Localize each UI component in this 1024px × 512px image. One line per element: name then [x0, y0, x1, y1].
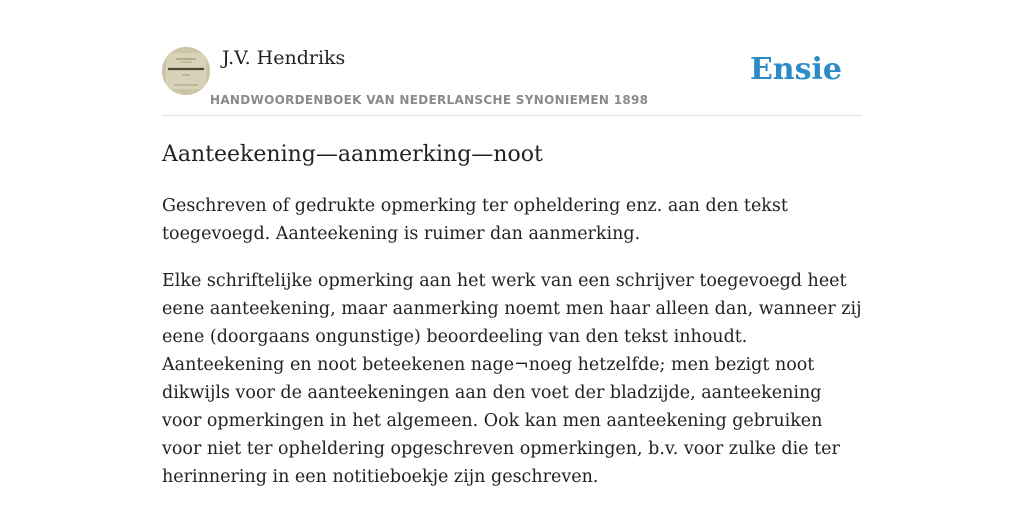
author-name[interactable]: J.V. Hendriks — [222, 47, 346, 69]
entry-title: Aanteekening—aanmerking—noot — [162, 142, 543, 167]
entry-header — [162, 46, 862, 116]
entry-paragraph: Elke schriftelijke opmerking aan het werk van een schrijver toegevoegd heet eene aanteekening, maar aanmerking noemt men haar alleen dan, wanneer zij eene (doorgaans ongunstige) beoordeeling van den tekst inhoudt. Aanteekening en noot beteekenen nage¬noeg hetzelfde; men bezigt noot dikwijls voor de aanteekeningen aan den voet der bladzijde, aanteekening voor opmerkingen in het algemeen. Ook kan men aanteekening gebruiken voor niet ter opheldering opgeschreven opmerkingen, b.v. voor zulke die ter herinnering in een notitieboekje zijn geschreven. — [162, 271, 862, 487]
entry-body — [162, 192, 864, 510]
book-cover-icon — [162, 47, 210, 95]
entry-paragraph: Geschreven of gedrukte opmerking ter opheldering enz. aan den tekst toegevoegd. Aanteekening is ruimer dan aanmerking. — [162, 196, 788, 244]
source-book-avatar[interactable] — [162, 47, 210, 95]
source-title[interactable]: HANDWOORDENBOEK VAN NEDERLANSCHE SYNONIEMEN 1898 — [210, 93, 649, 107]
ensie-logo[interactable]: Ensie — [749, 52, 842, 87]
header-divider — [162, 115, 862, 116]
